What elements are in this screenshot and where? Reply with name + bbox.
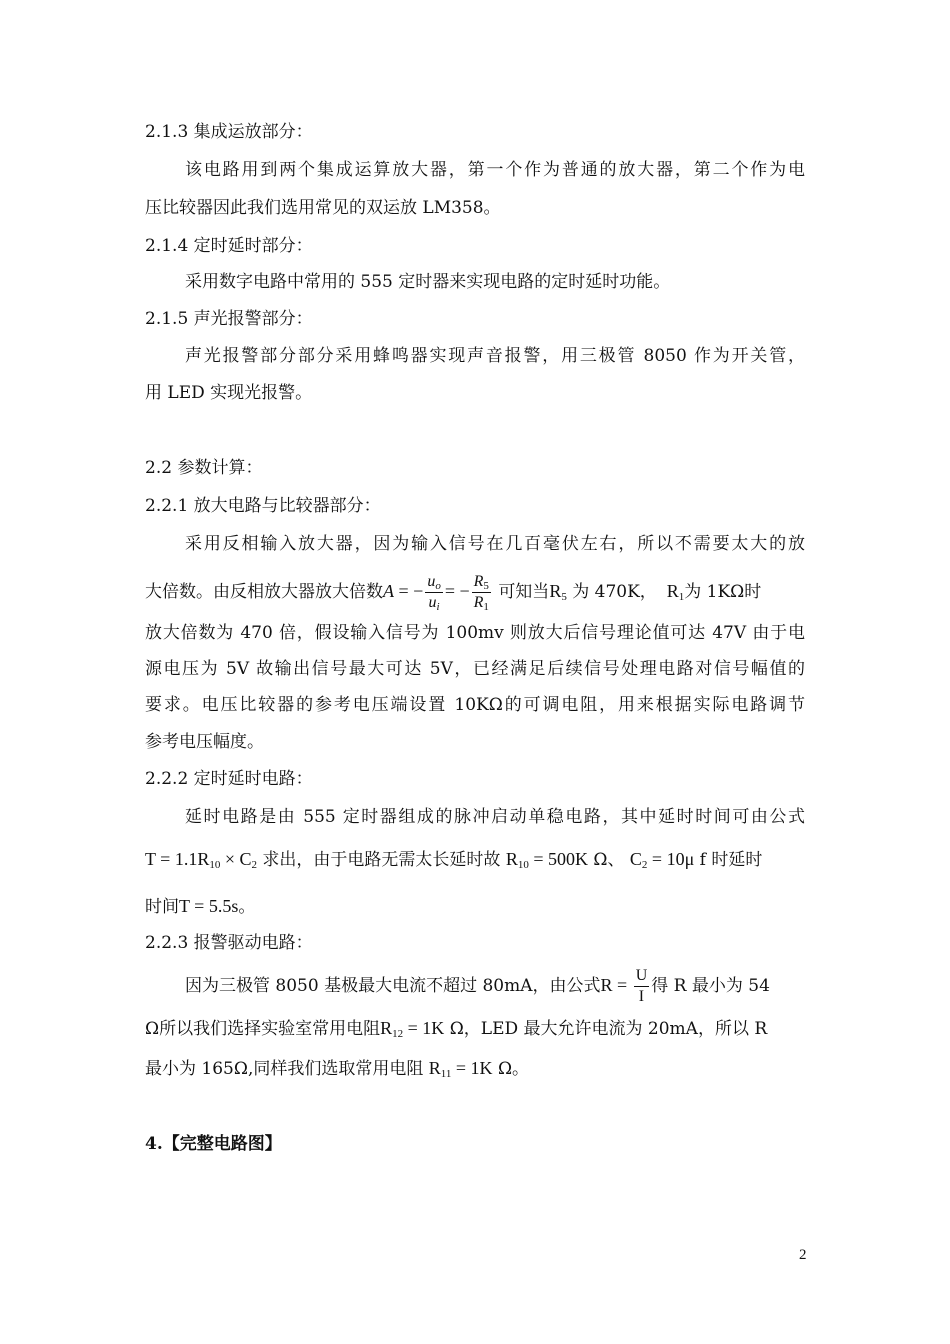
heading-2-2: 2.2 参数计算： (145, 458, 263, 478)
gain-formula: A = − $\frac{u_o}{u_i}$ = − $\frac{R_5}{R_1}$ (383, 573, 489, 614)
paragraph-line: 压比较器因此我们选用常见的双运放 LM358。 (145, 198, 501, 218)
paragraph-line: 参考电压幅度。 (145, 732, 264, 752)
heading-2-2-3: 2.2.3 报警驱动电路： (145, 933, 313, 953)
paragraph-line: Ω所以我们选择实验室常用电阻$R_{12} = 1K$ Ω，LED 最大允许电流为 20mA，所以 R (145, 1018, 768, 1040)
paragraph-line: 延时电路是由 555 定时器组成的脉冲启动单稳电路，其中延时时间可由公式 (185, 807, 805, 827)
heading-2-1-3: 2.1.3 集成运放部分： (145, 122, 313, 142)
paragraph-line-delay-formula: $T = 1.1R_{10} \times C_2$ 求出，由于电路无需太长延时故 $R_{10} = 500K$ Ω、 $C_2 = 10\mu$ f 时延时 (145, 849, 763, 871)
ohm-formula: R = $\frac{U}{I}$ (600, 967, 648, 1006)
paragraph-line: 最小为 165Ω,同样我们选取常用电阻 $R_{11} = 1K$ Ω。 (145, 1058, 530, 1080)
paragraph-line: 声光报警部分部分采用蜂鸣器实现声音报警，用三极管 8050 作为开关管， (185, 346, 805, 366)
heading-2-1-4: 2.1.4 定时延时部分： (145, 236, 313, 256)
paragraph-line: 采用数字电路中常用的 555 定时器来实现电路的定时延时功能。 (185, 272, 671, 292)
paragraph-line: 源电压为 5V 故输出信号最大可达 5V，已经满足后续信号处理电路对信号幅值的 (145, 659, 805, 679)
page-number: 2 (799, 1247, 807, 1263)
heading-2-2-2: 2.2.2 定时延时电路： (145, 769, 313, 789)
paragraph-line: 要求。电压比较器的参考电压端设置 10KΩ的可调电阻，用来根据实际电路调节 (145, 695, 805, 715)
paragraph-line: 采用反相输入放大器，因为输入信号在几百毫伏左右，所以不需要太大的放 (185, 534, 805, 554)
heading-4: 4.【完整电路图】 (145, 1134, 282, 1154)
heading-2-2-1: 2.2.1 放大电路与比较器部分： (145, 496, 381, 516)
paragraph-line: 该电路用到两个集成运算放大器，第一个作为普通的放大器，第二个作为电 (185, 160, 805, 180)
paragraph-line: 用 LED 实现光报警。 (145, 383, 313, 403)
paragraph-line-ohm-formula: 因为三极管 8050 基极最大电流不超过 80mA，由公式R = $\frac{U}{I}$ 得 R 最小为 54 (185, 967, 770, 1006)
paragraph-line: 放大倍数为 470 倍，假设输入信号为 100mv 则放大后信号理论值可达 47V 由于电 (145, 623, 805, 643)
paragraph-line-gain-formula: 大倍数。由反相放大器放大倍数A = − $\frac{u_o}{u_i}$ = − $\frac{R_5}{R_1}$ 可知当$R_5$ 为 470K， $R_1$为 1KΩ时 (145, 573, 762, 614)
delay-formula: $T = 1.1R_{10} \times C_2$ (145, 849, 257, 871)
paragraph-line: 时间T = 5.5s。 (145, 896, 256, 917)
heading-2-1-5: 2.1.5 声光报警部分： (145, 309, 313, 329)
